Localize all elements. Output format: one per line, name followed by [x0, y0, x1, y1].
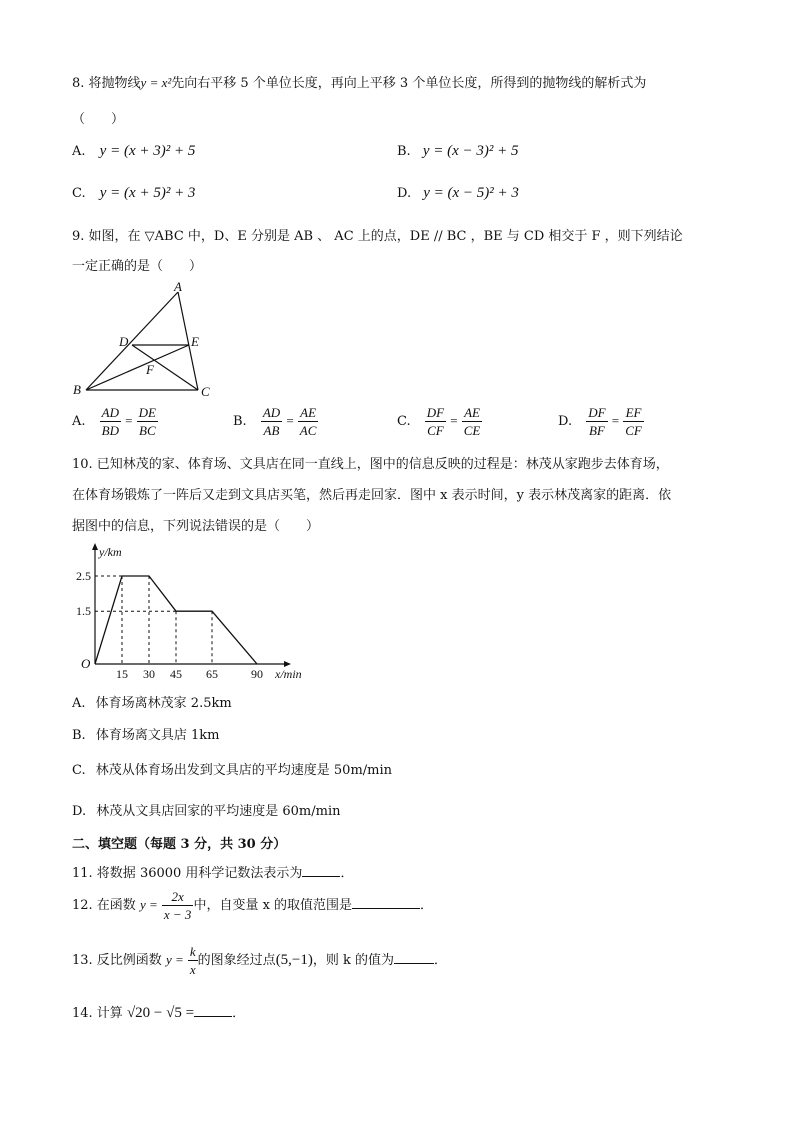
label-c: C — [201, 384, 210, 399]
q10-option-d — [72, 800, 340, 819]
period: ． — [420, 898, 434, 913]
y-tick-label: 1.5 — [76, 604, 91, 619]
q13-point: (5,−1) — [275, 952, 313, 968]
option-text: y = (x − 3)² + 5 — [422, 143, 519, 159]
q12-pre: 12. 在函数 — [72, 898, 136, 913]
q8-stem-a: 8. 将抛物线 — [72, 76, 141, 91]
y-tick-label: 2.5 — [76, 569, 91, 583]
x-tick-label: 65 — [206, 667, 218, 681]
x-tick-label: 90 — [251, 667, 263, 681]
fraction: $\frac{DF}{BF}$ — [588, 405, 606, 438]
period: ． — [434, 953, 448, 968]
option-label: D. — [72, 804, 87, 819]
y-axis-label: y/km — [99, 545, 122, 559]
q12-post: 中，自变量 x 的取值范围是 — [193, 898, 353, 913]
segment-cd — [132, 345, 198, 390]
q9-triangle-figure — [70, 280, 220, 402]
option-label: D. — [558, 414, 573, 429]
fraction: $\frac{AD}{BD}$ — [101, 405, 120, 438]
q8-func: y = x² — [140, 75, 172, 90]
q13-pre: 13. 反比例函数 — [72, 953, 162, 968]
label-e: E — [191, 334, 199, 349]
answer-blank[interactable] — [194, 1004, 232, 1017]
q12-y: y = — [139, 897, 158, 912]
option-text: 体育场离林茂家 2.5km — [95, 696, 232, 711]
option-label: A. — [72, 696, 86, 711]
x-axis-label: x/min — [275, 667, 302, 681]
option-label: C. — [72, 763, 86, 778]
q13-post: ，则 k 的值为 — [312, 953, 395, 968]
q14-pre: 14. 计算 — [72, 1006, 123, 1021]
x-tick-label: 45 — [170, 667, 182, 681]
q10-distance-time-chart — [65, 540, 325, 682]
q13-fraction: $\frac{k}{x}$ — [189, 944, 196, 977]
option-text: 林茂从体育场出发到文具店的平均速度是 50m/min — [95, 763, 393, 778]
fraction: $\frac{DE}{BC}$ — [138, 405, 156, 438]
answer-blank[interactable] — [302, 864, 340, 877]
fraction: $\frac{AD}{AB}$ — [262, 405, 281, 438]
q11 — [72, 862, 353, 881]
q10-option-c — [72, 759, 392, 778]
option-text: y = (x + 3)² + 5 — [99, 143, 196, 159]
q9-option-a: A. $\frac{AD}{BD}$ = $\frac{DE}{BC}$ — [72, 405, 156, 438]
option-label: A. — [72, 144, 86, 159]
q8-paren: （ ） — [72, 112, 125, 127]
fraction: $\frac{EF}{CF}$ — [625, 405, 642, 438]
q8-stem — [72, 72, 646, 91]
option-label: B. — [397, 144, 411, 159]
q10-option-b — [72, 724, 219, 743]
q8-stem-b: 先向右平移 5 个单位长度，再向上平移 3 个单位长度，所得到的抛物线的解析式为 — [171, 76, 647, 91]
option-label: C. — [72, 186, 86, 201]
q9-line2: 一定正确的是（ ） — [72, 259, 203, 274]
q14 — [72, 1002, 245, 1022]
q8-option-c — [72, 185, 195, 202]
q10-option-a — [72, 692, 232, 711]
period: ． — [232, 1006, 246, 1021]
option-label: B. — [233, 414, 247, 429]
q9-option-d: D. $\frac{DF}{BF}$ = $\frac{EF}{CF}$ — [558, 405, 642, 438]
q9-option-c: C. $\frac{DF}{CF}$ = $\frac{AE}{CE}$ — [397, 405, 481, 438]
option-text: y = (x − 5)² + 3 — [423, 185, 519, 201]
option-text: 林茂从文具店回家的平均速度是 60m/min — [96, 804, 341, 819]
segment-ab — [86, 292, 178, 390]
q12-fraction: $\frac{2x}{x - 3}$ — [163, 889, 192, 922]
segment-be — [86, 345, 189, 390]
fraction: $\frac{DF}{CF}$ — [426, 405, 445, 438]
option-text: 体育场离文具店 1km — [95, 728, 220, 743]
label-d: D — [119, 334, 129, 349]
label-b: B — [73, 382, 81, 397]
q10-line1: 10. 已知林茂的家、体育场、文具店在同一直线上，图中的信息反映的过程是：林茂从家跑步去体育场， — [72, 457, 669, 472]
q13-mid: 的图象经过点 — [197, 953, 276, 968]
option-label: B. — [72, 728, 86, 743]
q8-option-a — [72, 143, 195, 160]
q9-line1: 9. 如图，在 ▽ABC 中，D、E 分别是 AB 、 AC 上的点，DE // BC ，BE 与 CD 相交于 F ，则下列结论 — [72, 229, 683, 244]
x-tick-label: 15 — [116, 667, 128, 681]
origin-label: O — [81, 656, 91, 671]
label-f: F — [146, 362, 154, 377]
option-label: A. — [72, 414, 86, 429]
q13-y: y = — [165, 952, 184, 967]
q14-expr: √20 − √5 = — [126, 1005, 195, 1021]
q11-text: 11. 将数据 36000 用科学记数法表示为 — [72, 866, 303, 881]
q12 — [72, 888, 433, 923]
q8-option-d — [397, 185, 519, 202]
q10-line3: 据图中的信息，下列说法错误的是（ ） — [72, 519, 320, 534]
q8-option-b — [397, 143, 519, 160]
answer-blank[interactable] — [352, 896, 420, 909]
q9-option-b: B. $\frac{AD}{AB}$ = $\frac{AE}{AC}$ — [233, 405, 317, 438]
q13 — [72, 943, 447, 978]
option-label: C. — [397, 414, 411, 429]
option-label: D. — [397, 186, 412, 201]
section-title: 二、填空题（每题 3 分，共 30 分） — [72, 837, 287, 852]
x-tick-label: 30 — [143, 667, 155, 681]
option-text: y = (x + 5)² + 3 — [99, 185, 196, 201]
fraction: $\frac{AE}{AC}$ — [299, 405, 317, 438]
label-a: A — [174, 280, 182, 294]
q10-line2: 在体育场锻炼了一阵后又走到文具店买笔，然后再走回家．图中 x 表示时间，y 表示林茂离家的距离．依 — [72, 488, 672, 503]
answer-blank[interactable] — [394, 951, 434, 964]
period: ． — [340, 866, 354, 881]
fraction: $\frac{AE}{CE}$ — [463, 405, 481, 438]
y-axis-arrow — [92, 543, 98, 550]
